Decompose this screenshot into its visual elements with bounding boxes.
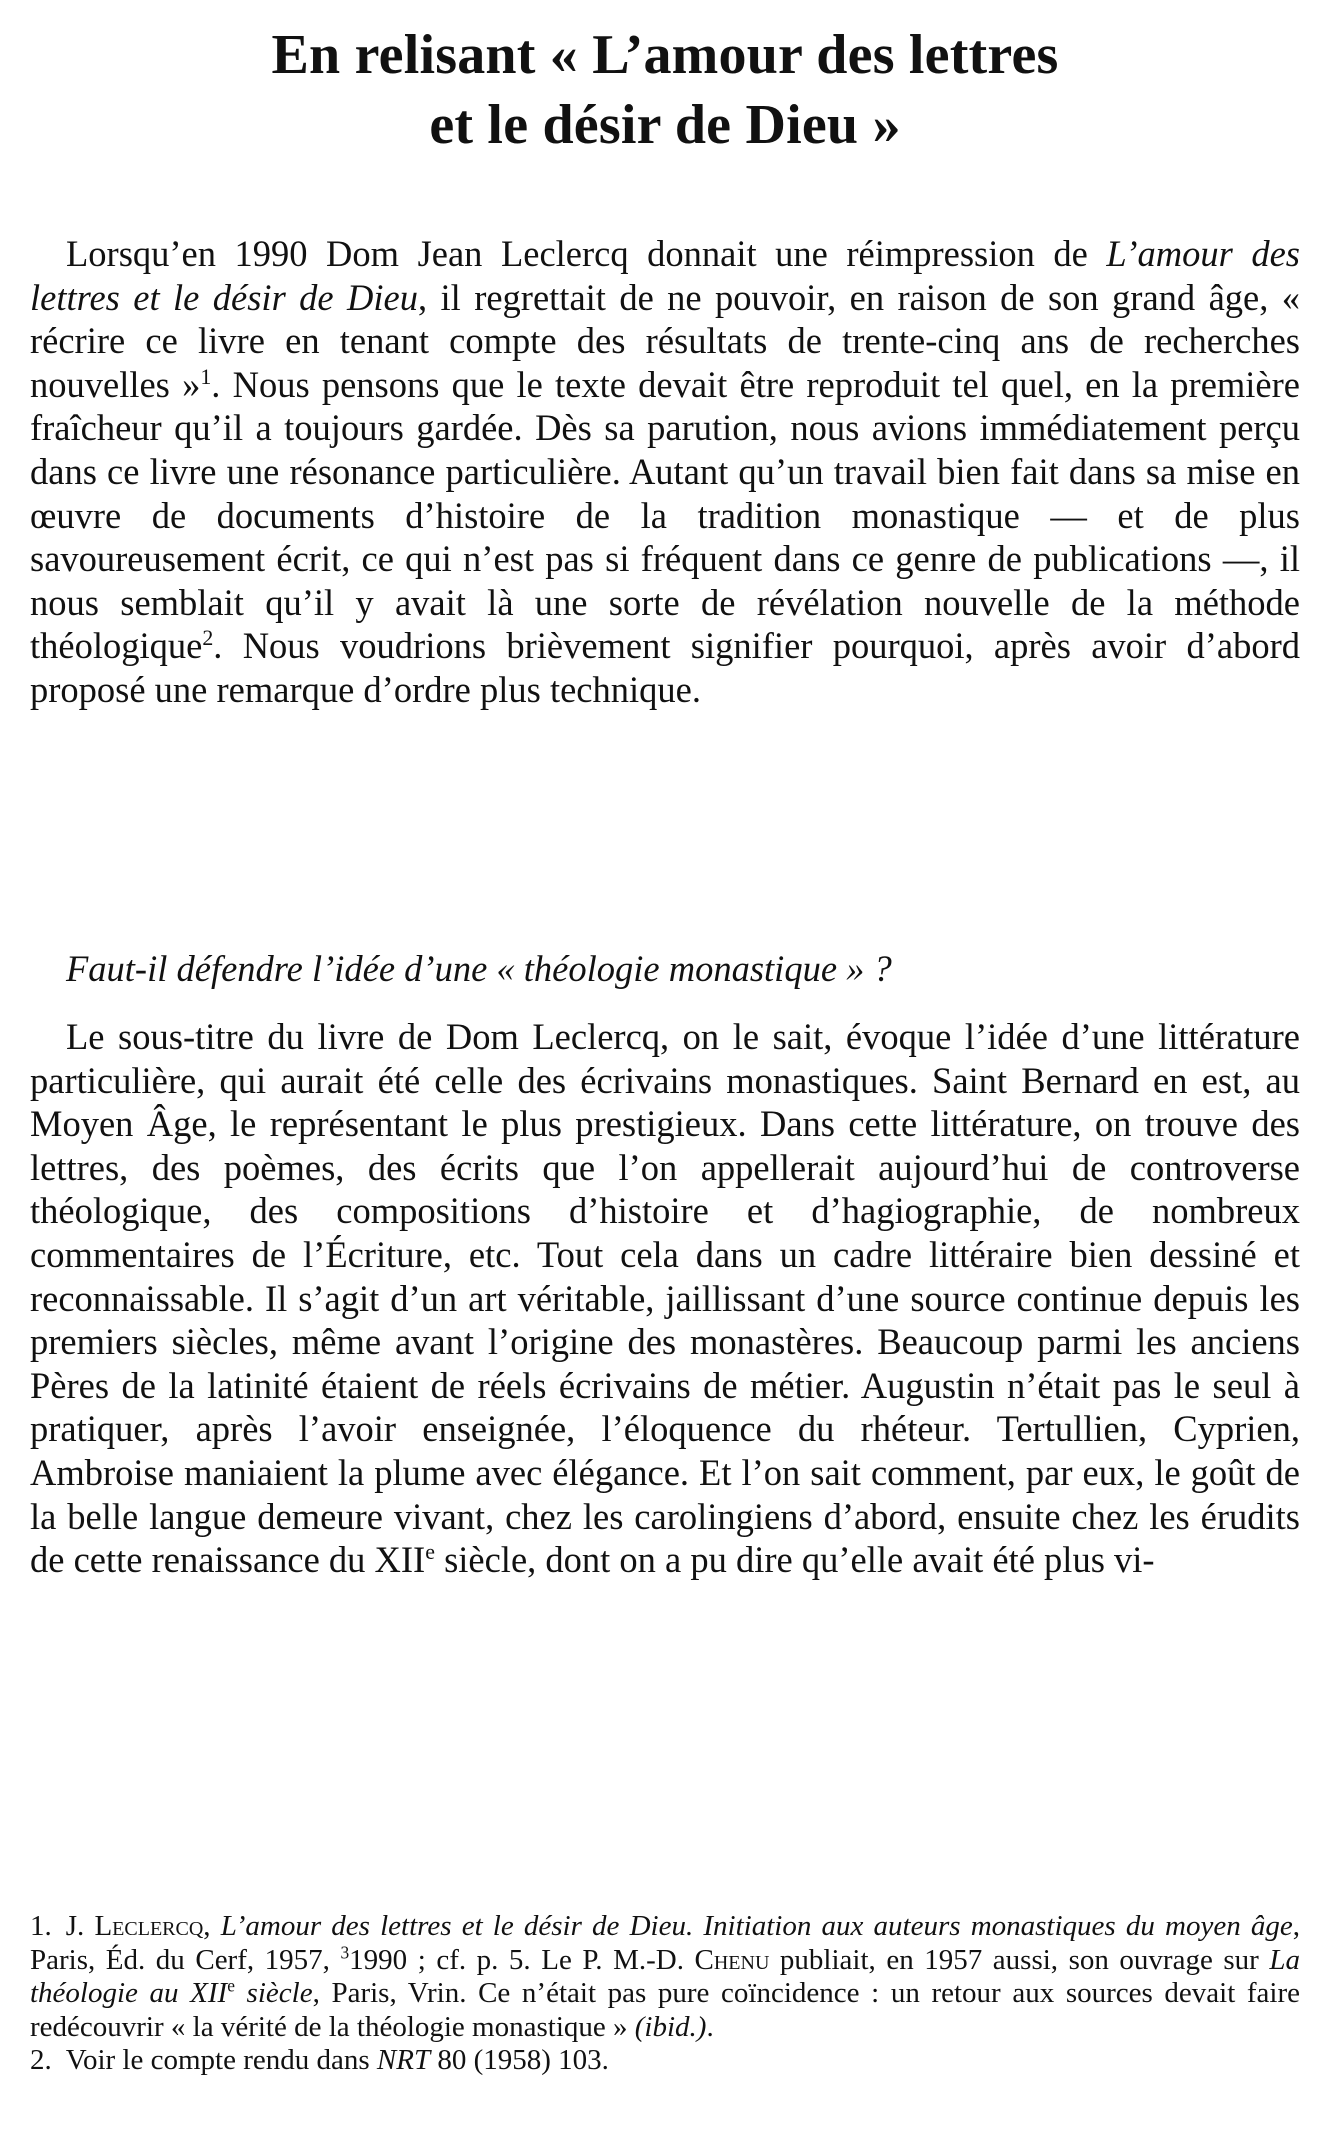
fn1-ibid: (ibid.): [634, 2010, 707, 2043]
fn2-text-1: Voir le compte rendu dans: [65, 2044, 377, 2076]
fn1-book-2: La théologie au XII: [30, 1943, 1300, 2009]
footnote-1: [30, 1910, 1300, 2044]
p1-text-4: . Nous voudrions brièvement signifier pourquoi, après avoir d’abord proposé une remarque d’ordre plus technique.: [30, 625, 1300, 710]
fn1-text-6: .: [706, 2010, 714, 2043]
paragraph-2: [30, 1015, 1300, 1582]
p1-book-title: L’amour des lettres et le désir de Dieu: [30, 233, 1300, 318]
section-subheading: Faut-il défendre l’idée d’une « théologie monastique » ?: [66, 948, 892, 989]
footnote-1-number: 1.: [30, 1910, 52, 1942]
fn1-text-2: , Paris, Éd. du Cerf, 1957,: [30, 1910, 1300, 1976]
fn1-text-3: 1990 ; cf. p. 5. Le P. M.-D.: [349, 1943, 695, 1976]
p2-superscript: e: [425, 1538, 435, 1564]
footnote-ref-2[interactable]: 2: [202, 625, 214, 651]
footnote-2: [30, 2044, 1300, 2078]
title-line-2: et le désir de Dieu »: [429, 94, 901, 156]
title-line-1: En relisant « L’amour des lettres: [271, 24, 1059, 86]
page: [30, 20, 1301, 2076]
fn1-text-5: , Paris, Vrin. Ce n’était pas pure coïncidence : un retour aux sources devait faire redécouvrir « la vérité de la théologie monastique »: [30, 1977, 1301, 2043]
footnote-2-number: 2.: [30, 2044, 52, 2076]
p1-text-2: , il regrettait de ne pouvoir, en raison de son grand âge, « récrire ce livre en tenant compte des résultats de trente-cinq ans de recherches nouvelles »: [30, 276, 1300, 405]
fn1-book-2-end: siècle: [234, 1977, 313, 2009]
fn1-book: L’amour des lettres et le désir de Dieu. Initiation aux auteurs monastiques du moyen âge: [220, 1910, 1293, 1942]
fn2-text-2: 80 (1958) 103.: [430, 2044, 609, 2076]
fn1-edition-sup: 3: [340, 1941, 350, 1962]
fn1-author-1: J. Leclercq: [65, 1910, 204, 1942]
paragraph-1: [30, 232, 1300, 712]
fn2-journal: NRT: [376, 2044, 431, 2076]
p2-text-2: siècle, dont on a pu dire qu’elle avait été plus vi-: [434, 1539, 1155, 1581]
fn1-text-1: ,: [203, 1910, 221, 1942]
fn1-book-2-sup: e: [227, 1975, 235, 1996]
footnotes: [30, 1910, 1300, 2078]
p2-text-1: Le sous-titre du livre de Dom Leclercq, on le sait, évoque l’idée d’une littérature particulière, qui aurait été celle des écrivains monastiques. Saint Bernard en est, au Moyen Âge, le représentant le plus prestigieux. Dans cette littérature, on trouve des lettres, des poèmes, des écrits que l’on appellerait aujourd’hui de controverse théologique, des compositions d’histoire et d’hagiographie, de nombreux commentaires de l’Écriture, etc. Tout cela dans un cadre littéraire bien dessiné et reconnaissable. Il s’agit d’un art véritable, jaillissant d’une source continue depuis les premiers siècles, même avant l’origine des monastères. Beaucoup parmi les anciens Pères de la latinité étaient de réels écrivains de métier. Augustin n’était pas le seul à pratiquer, après l’avoir enseignée, l’éloquence du rhéteur. Tertullien, Cyprien, Ambroise maniaient la plume avec élégance. Et l’on sait comment, par eux, le goût de la belle langue demeure vivant, chez les carolingiens d’abord, ensuite chez les érudits de cette renaissance du XII: [30, 1016, 1300, 1581]
fn1-author-2: Chenu: [694, 1943, 770, 1976]
article-title: [30, 20, 1300, 160]
p1-text-3: . Nous pensons que le texte devait être reproduit tel quel, en la première fraîcheur qu’il a toujours gardée. Dès sa parution, nous avions immédiatement perçu dans ce livre une résonance particulière. Autant qu’un travail bien fait dans sa mise en œuvre de documents d’histoire de la tradition monastique — et de plus savoureusement écrit, ce qui n’est pas si fréquent dans ce genre de publications —, il nous semblait qu’il y avait là une sorte de révélation nouvelle de la méthode théologique: [30, 363, 1300, 667]
fn1-text-4: publiait, en 1957 aussi, son ouvrage sur: [769, 1943, 1270, 1976]
p1-text-1: Lorsqu’en 1990 Dom Jean Leclercq donnait une réimpression de: [66, 233, 1107, 274]
footnote-ref-1[interactable]: 1: [200, 363, 212, 389]
